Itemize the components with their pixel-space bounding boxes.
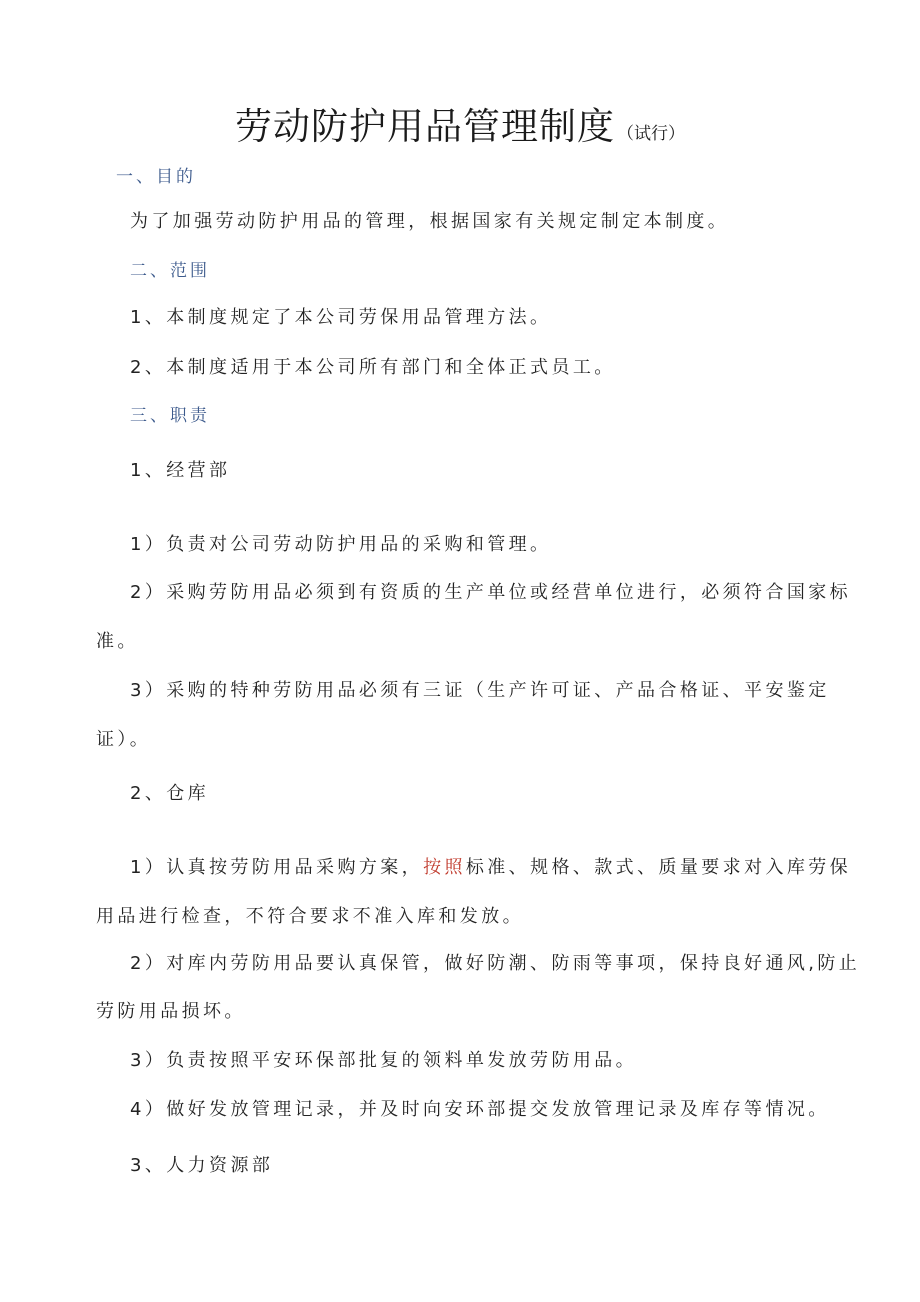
paragraph-business-2-line1: 2）采购劳防用品必须到有资质的生产单位或经营单位进行，必须符合国家标	[130, 582, 852, 603]
paragraph-business-3-line2: 证）。	[96, 729, 152, 750]
paragraph-warehouse-1-line1	[130, 853, 851, 879]
title-suffix: （试行）	[617, 124, 685, 144]
warehouse-1-text-pre: 1）认真按劳防用品采购方案，	[130, 857, 424, 878]
title-main: 劳动防护用品管理制度	[235, 105, 615, 148]
subheading-warehouse: 2、仓库	[130, 783, 210, 804]
subheading-hr-dept: 3、人力资源部	[130, 1155, 274, 1176]
document-title	[0, 96, 920, 150]
paragraph-business-3-line1: 3）采购的特种劳防用品必须有三证（生产许可证、产品合格证、平安鉴定	[130, 680, 830, 701]
warehouse-1-text-post: 标准、规格、款式、质量要求对入库劳保	[465, 857, 852, 878]
warehouse-1-highlight: 按照	[423, 857, 466, 878]
paragraph-business-1: 1）负责对公司劳动防护用品的采购和管理。	[130, 534, 552, 555]
paragraph-purpose: 为了加强劳动防护用品的管理，根据国家有关规定制定本制度。	[130, 211, 730, 232]
section-heading-duties: 三、职责	[130, 406, 210, 426]
paragraph-scope-2: 2、本制度适用于本公司所有部门和全体正式员工。	[130, 357, 616, 378]
paragraph-warehouse-1-line2: 用品进行检查，不符合要求不准入库和发放。	[96, 906, 524, 927]
subheading-business-dept: 1、经营部	[130, 460, 231, 481]
paragraph-warehouse-2-line1: 2）对库内劳防用品要认真保管，做好防潮、防雨等事项，保持良好通风,防止	[130, 953, 861, 974]
section-heading-purpose: 一、目的	[116, 167, 196, 187]
paragraph-business-2-line2: 准。	[96, 631, 139, 652]
paragraph-warehouse-3: 3）负责按照平安环保部批复的领料单发放劳防用品。	[130, 1050, 638, 1071]
paragraph-warehouse-4: 4）做好发放管理记录，并及时向安环部提交发放管理记录及库存等情况。	[130, 1099, 830, 1120]
section-heading-scope: 二、范围	[130, 261, 210, 281]
paragraph-scope-1: 1、本制度规定了本公司劳保用品管理方法。	[130, 307, 552, 328]
paragraph-warehouse-2-line2: 劳防用品损坏。	[96, 1001, 246, 1022]
